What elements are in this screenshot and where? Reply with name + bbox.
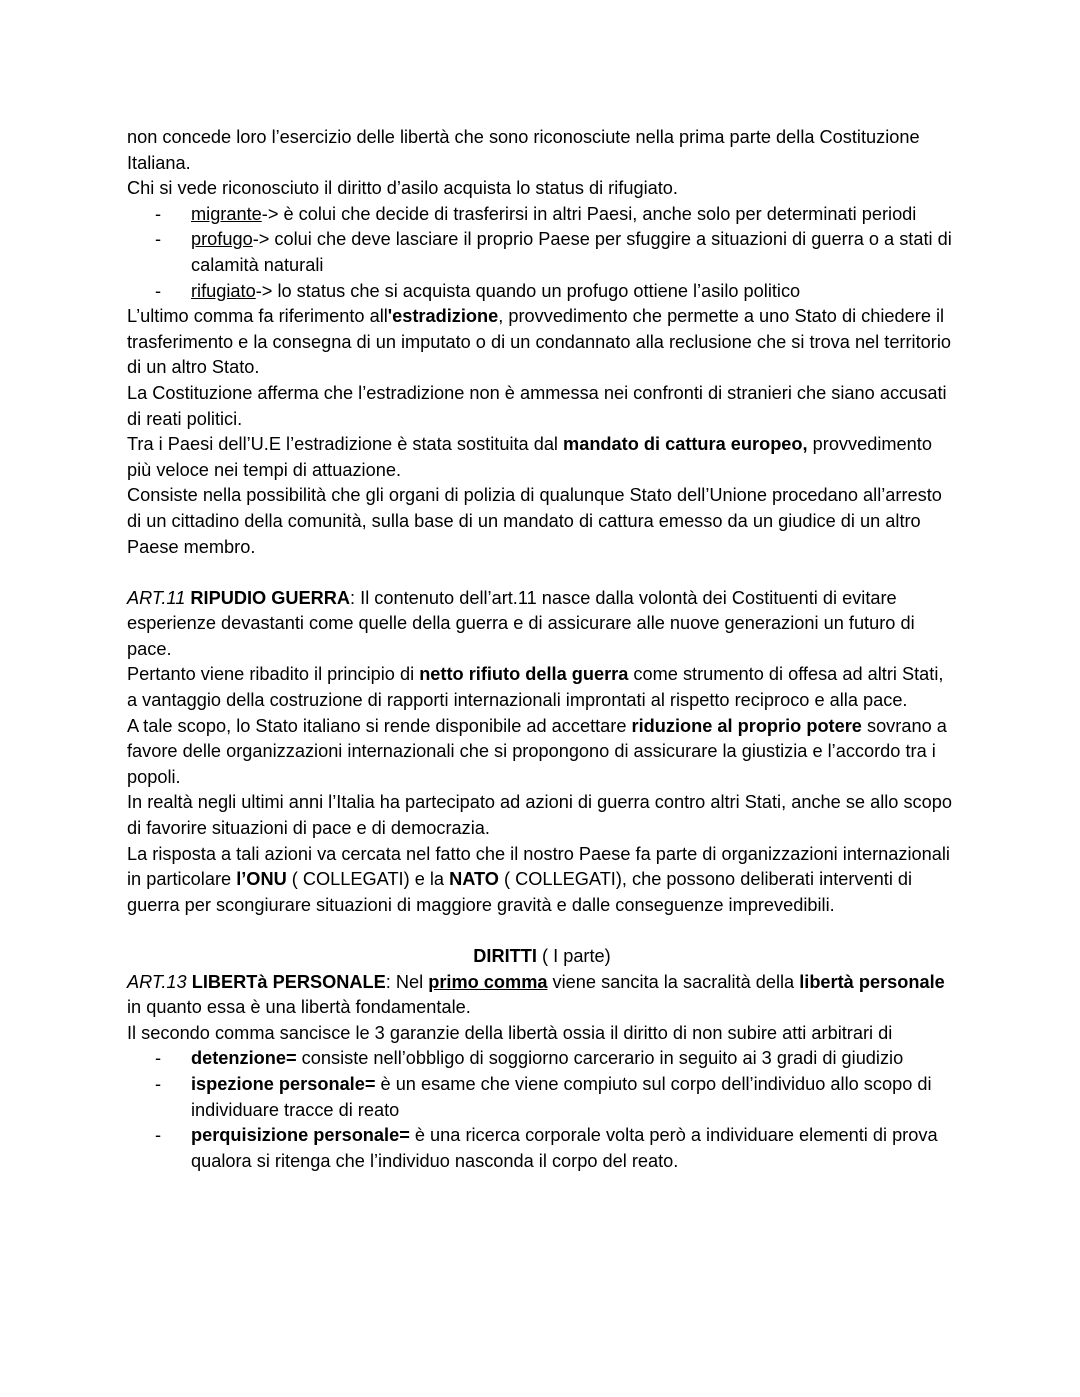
list-item-perquisizione (127, 1123, 957, 1174)
heading-bold: DIRITTI (473, 946, 537, 966)
list-item-migrante (127, 202, 957, 228)
definition-rifugiato: -> lo status che si acquista quando un profugo ottiene l’asilo politico (255, 280, 801, 301)
list-dash: - (155, 229, 162, 250)
definition-perquisizione: è una ricerca corporale volta però a individuare elementi di prova qualora si ritenga che l’individuo nasconda il corpo del reato. (191, 1125, 938, 1171)
mandato-definition-paragraph: Consiste nella possibilità che gli organi di polizia di qualunque Stato dell’Unione procedano all’arresto di un cittadino della comunità, sulla base di un mandato di cattura emesso da un giudice di un altro Paese membro. (127, 485, 942, 557)
list-dash: - (155, 280, 162, 301)
definition-profugo: -> colui che deve lasciare il proprio Paese per sfuggire a situazioni di guerra o a stati di calamità naturali (191, 229, 952, 275)
text-run: Pertanto viene ribadito il principio di (127, 664, 420, 685)
list-dash: - (155, 203, 162, 224)
list-dash: - (155, 1125, 162, 1146)
list-item-profugo (127, 227, 957, 278)
list-item-rifugiato (127, 279, 957, 305)
bold-term-liberta: libertà personale (799, 971, 945, 992)
definition-ispezione: è un esame che viene compiuto sul corpo dell’individuo allo scopo di individuare tracce di reato (191, 1073, 932, 1120)
list-dash: - (155, 1073, 162, 1094)
art11-onu-nato-paragraph (127, 842, 957, 919)
article-title: RIPUDIO GUERRA (190, 587, 351, 608)
intro-paragraph: non concede loro l’esercizio delle libertà che sono riconosciute nella prima parte della Costituzione Italiana. (127, 127, 920, 173)
bold-term-onu: l’ONU (236, 869, 287, 890)
bold-term-riduzione: riduzione al proprio potere (631, 715, 862, 736)
estradizione-paragraph (127, 304, 957, 381)
article-label: ART.11 (127, 587, 186, 608)
text-run: ( COLLEGATI), che possono deliberati interventi di guerra per scongiurare situazioni di maggiore gravità e dalle conseguenze imprevedibili. (127, 869, 913, 915)
text-run: A tale scopo, lo Stato italiano si rende disponibile ad accettare (127, 715, 632, 736)
asylum-paragraph: Chi si vede riconosciuto il diritto d’asilo acquista lo status di rifugiato. (127, 178, 678, 199)
term-detenzione: detenzione= (191, 1048, 297, 1069)
list-item-detenzione (127, 1046, 957, 1072)
text-run: : Nel (385, 971, 429, 992)
art11-sovereignty-paragraph (127, 714, 957, 791)
bold-term-estradizione: 'estradizione (387, 306, 499, 327)
text-run: : Il contenuto dell’art.11 nasce dalla volontà dei Costituenti di evitare esperienze devastanti come quelle della guerra e di assicurare alle nuove generazioni un futuro di pace. (127, 587, 915, 659)
mandato-paragraph (127, 432, 957, 483)
text-run: ( COLLEGATI) e la (286, 869, 450, 890)
definition-detenzione: consiste nell’obbligo di soggiorno carcerario in seguito ai 3 gradi di giudizio (296, 1048, 904, 1069)
text-run: viene sancita la sacralità della (547, 971, 800, 992)
bold-term-mandato: mandato di cattura europeo, (563, 434, 808, 455)
text-run: , provvedimento che permette a uno Stato di chiedere il trasferimento e la consegna di un imputato o di un condannato alla reclusione che si trova nel territorio di un altro Stato. (127, 306, 951, 378)
text-run: provvedimento più veloce nei tempi di attuazione. (127, 434, 932, 480)
status-list (127, 202, 957, 304)
term-migrante: migrante (191, 203, 262, 224)
paragraph-gap (127, 560, 957, 586)
term-perquisizione: perquisizione personale= (191, 1125, 410, 1146)
term-ispezione: ispezione personale= (191, 1073, 376, 1094)
text-run: come strumento di offesa ad altri Stati, a vantaggio della costruzione di rapporti internazionali improntati al rispetto reciproco e alla pace. (127, 664, 944, 711)
document-page (127, 125, 957, 1174)
art11-paragraph (127, 586, 957, 663)
art13-guarantees-paragraph: Il secondo comma sancisce le 3 garanzie della libertà ossia il diritto di non subire atti arbitrari di (127, 1022, 893, 1043)
text-run: in quanto essa è una libertà fondamentale. (127, 997, 471, 1018)
paragraph-gap (127, 918, 957, 944)
text-run: sovrano a favore delle organizzazioni internazionali che si propongono di assicurare la giustizia e l’accordo tra i popoli. (127, 715, 947, 787)
heading-rest: ( I parte) (536, 946, 611, 966)
bold-term-rifiuto: netto rifiuto della guerra (419, 664, 629, 685)
text-run: La risposta a tali azioni va cercata nel fatto che il nostro Paese fa parte di organizzazioni internazionali in particolare (127, 843, 950, 890)
definition-migrante: -> è colui che decide di trasferirsi in altri Paesi, anche solo per determinati periodi (261, 203, 917, 224)
estradizione-political-paragraph: La Costituzione afferma che l’estradizione non è ammessa nei confronti di stranieri che siano accusati di reati politici. (127, 382, 947, 429)
bold-term-nato: NATO (449, 869, 499, 890)
text-run: L’ultimo comma fa riferimento all (127, 306, 388, 327)
bold-underlined-primo-comma: primo comma (428, 971, 548, 992)
term-profugo: profugo (191, 229, 253, 250)
section-heading-diritti (127, 944, 957, 970)
article-title: LIBERTà PERSONALE (191, 971, 386, 992)
guarantees-list (127, 1046, 957, 1174)
term-rifugiato: rifugiato (191, 280, 256, 301)
text-run: Tra i Paesi dell’U.E l’estradizione è stata sostituita dal (127, 434, 564, 455)
list-item-ispezione (127, 1072, 957, 1123)
list-dash: - (155, 1048, 162, 1069)
article-label: ART.13 (127, 971, 187, 992)
art11-principle-paragraph (127, 662, 957, 713)
art11-reality-paragraph: In realtà negli ultimi anni l’Italia ha partecipato ad azioni di guerra contro altri Stati, anche se allo scopo di favorire situazioni di pace e di democrazia. (127, 792, 952, 839)
art13-paragraph (127, 970, 957, 1021)
